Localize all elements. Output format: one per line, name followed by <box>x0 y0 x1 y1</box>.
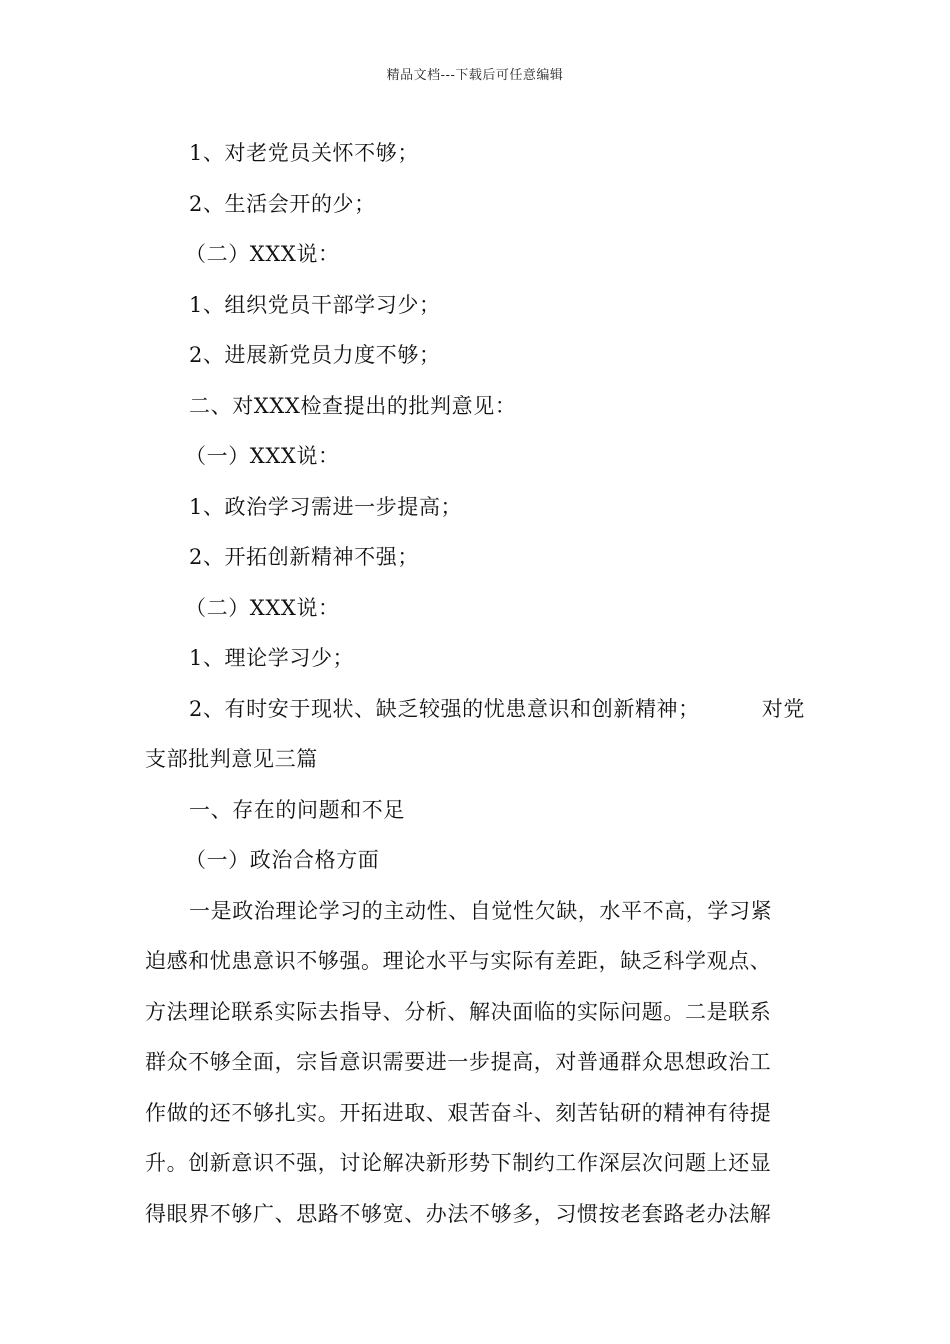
paragraph-line: 方法理论联系实际去指导、分析、解决面临的实际问题。二是联系 <box>145 999 772 1024</box>
doc-line: 1、理论学习少； <box>189 646 355 670</box>
paragraph-line: 升。创新意识不强，讨论解决新形势下制约工作深层次问题上还显 <box>145 1151 772 1175</box>
doc-line: （一）XXX说： <box>185 444 340 468</box>
doc-line: 1、组织党员干部学习少； <box>189 292 441 317</box>
doc-line: （二）XXX说： <box>185 242 340 266</box>
doc-title-line: 支部批判意见三篇 <box>145 747 318 771</box>
paragraph-line: 迫感和忧患意识不够强。理论水平与实际有差距，缺乏科学观点、 <box>145 949 772 973</box>
doc-line-right-text: 对党 <box>761 696 805 721</box>
subsection-heading: （一）政治合格方面 <box>185 848 380 872</box>
doc-line: 1、政治学习需进一步提高； <box>189 494 463 519</box>
paragraph-line: 作做的还不够扎实。开拓进取、艰苦奋斗、刻苦钻研的精神有待提 <box>145 1100 772 1125</box>
doc-line: 2、生活会开的少； <box>189 191 376 216</box>
doc-line-left-text: 2、有时安于现状、缺乏较强的忧患意识和创新精神； <box>189 696 700 721</box>
paragraph-line: 一是政治理论学习的主动性、自觉性欠缺，水平不高，学习紧 <box>189 898 773 923</box>
doc-line: 2、开拓创新精神不强； <box>189 545 419 569</box>
doc-line: 2、进展新党员力度不够； <box>189 343 441 367</box>
paragraph-line: 得眼界不够广、思路不够宽、办法不够多，习惯按老套路老办法解 <box>145 1201 772 1226</box>
doc-line-mixed <box>145 684 805 735</box>
section-heading: 一、存在的问题和不足 <box>189 797 405 822</box>
doc-line: 1、对老党员关怀不够； <box>189 141 419 165</box>
document-body <box>145 128 805 1239</box>
doc-line: （二）XXX说： <box>185 595 340 620</box>
doc-line: 二、对XXX检查提出的批判意见： <box>189 393 517 418</box>
paragraph-line: 群众不够全面，宗旨意识需要进一步提高，对普通群众思想政治工 <box>145 1050 772 1074</box>
page-header-watermark: 精品文档---下载后可任意编辑 <box>386 68 564 83</box>
